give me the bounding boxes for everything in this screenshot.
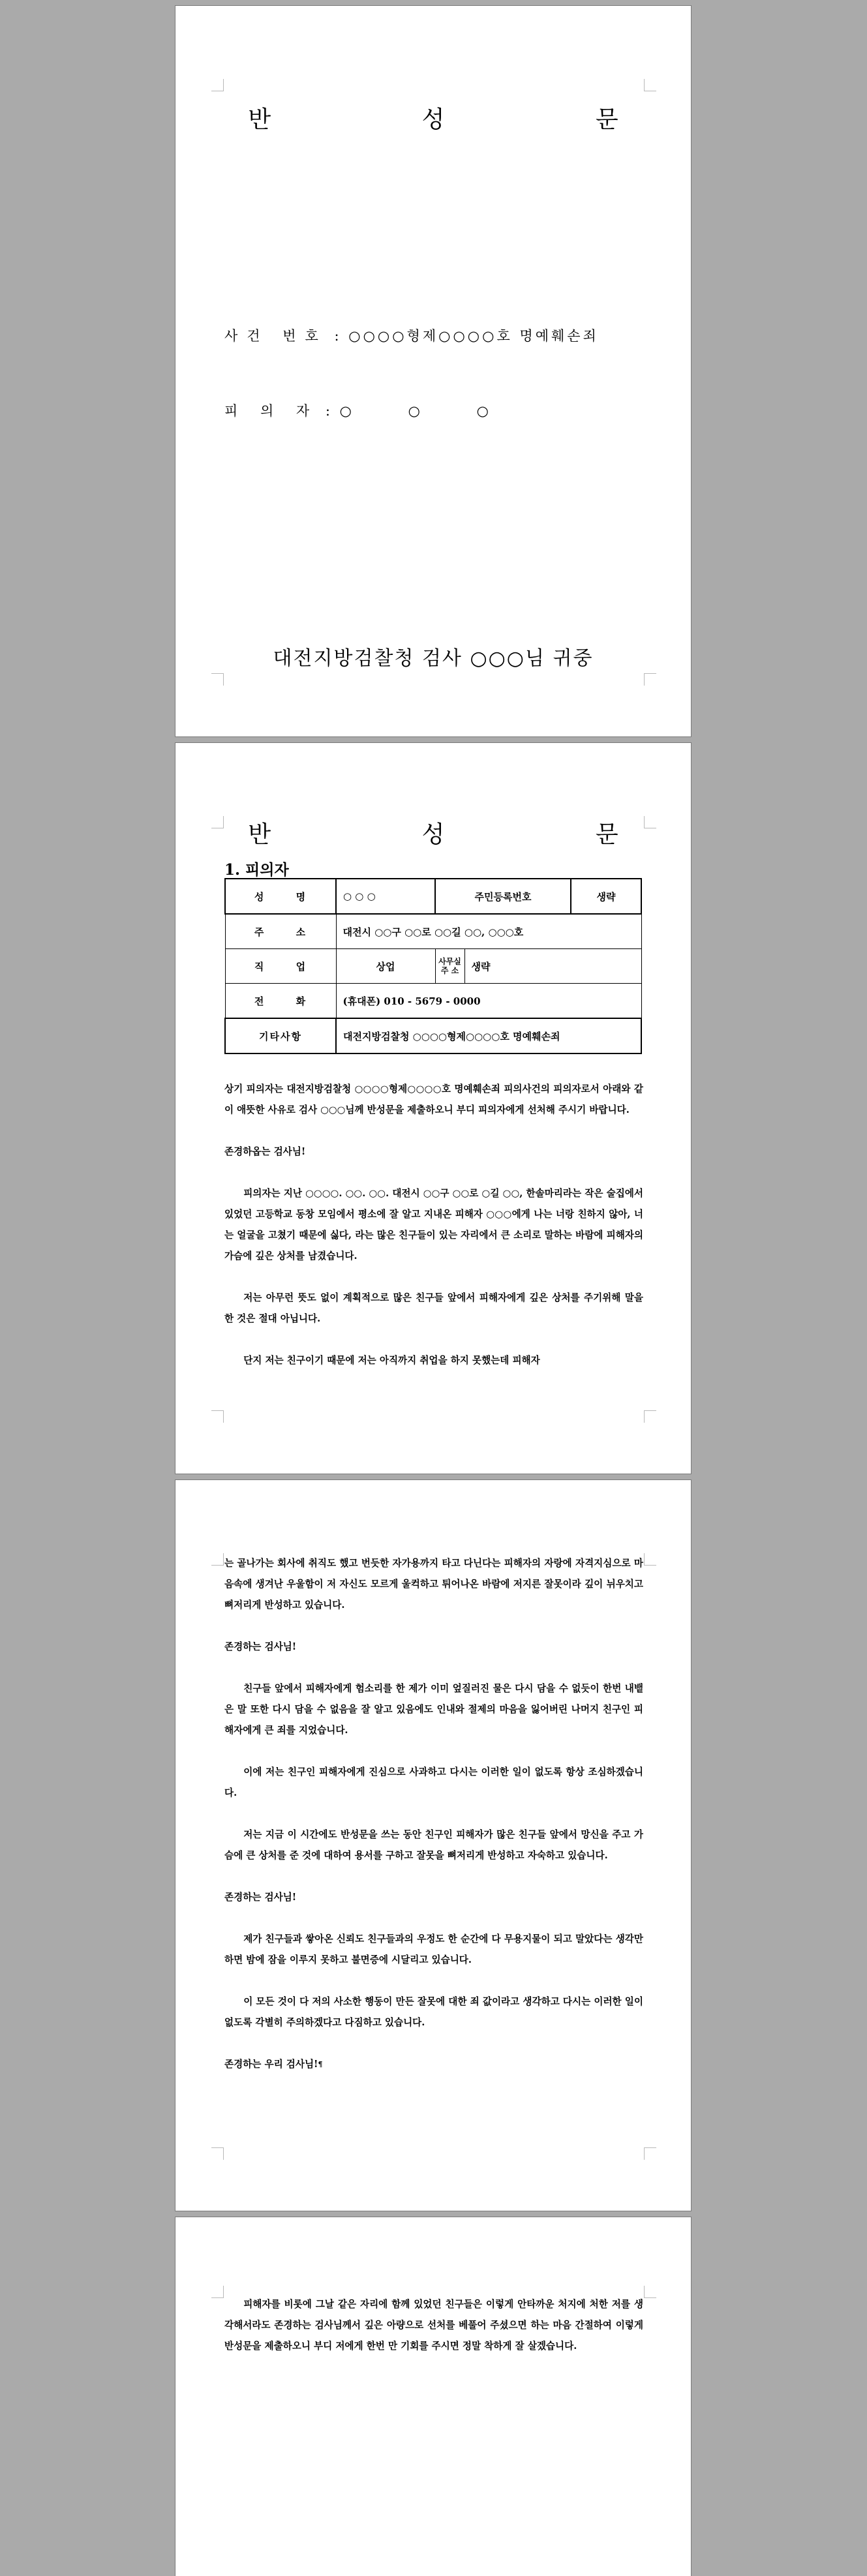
body-text (224, 1553, 643, 2096)
paragraph: 이 모든 것이 다 저의 사소한 행동이 만든 잘못에 대한 죄 값이라고 생각하고 다시는 이러한 일이 없도록 각별히 주의하겠다고 다짐하고 있습니다. (224, 1996, 643, 2028)
paragraph: 피의자는 지난 ○○○○. ○○. ○○. 대전시 ○○구 ○○로 ○길 ○○, 한솔마리라는 작은 술집에서 있었던 고등학교 동창 모임에서 평소에 잘 알고 지내온 피해자 ○○○에게 나는 너랑 친하지 않아, 너는 얼굴을 고쳤기 때문에 싫다, 라는 많은 친구들이 있는 자리에서 큰 소리로 말하는 바람에 피해자의 가슴에 깊은 상처를 남겼습니다. (224, 1188, 643, 1262)
salutation: 존경하는 검사님! (224, 1892, 297, 1903)
paragraph: 는 골나가는 회사에 취직도 했고 번듯한 자가용까지 타고 다닌다는 피해자의 자랑에 자격지심으로 마음속에 생겨난 우울함이 저 자신도 모르게 울컥하고 튀어나온 바람에 저지른 잘못이라 깊이 뉘우치고 뼈저리게 반성하고 있습니다. (224, 1558, 643, 1611)
rrn-label: 주민등록번호 (435, 879, 571, 914)
address-value: 대전시 ○○구 ○○로 ○○길 ○○, ○○○호 (336, 914, 641, 949)
table-row (225, 1018, 641, 1053)
etc-label: 기타사항 (225, 1018, 336, 1053)
crop-mark (644, 1553, 656, 1566)
job-value: 상업 (336, 949, 435, 984)
table-row (225, 949, 641, 984)
salutation: 존경하옵는 검사님! (224, 1146, 306, 1157)
address-label: 주 소 (225, 914, 336, 949)
document-title: 반 성 문 (248, 821, 690, 848)
phone-value: (휴대폰) 010 - 5679 - 0000 (336, 984, 641, 1019)
workplace-label: 사무실 주 소 (435, 949, 464, 984)
paragraph: 피해자를 비롯에 그날 같은 자리에 함께 있었던 친구들은 이렇게 안타까운 처지에 처한 저를 생각해서라도 존경하는 검사님께서 깊은 아량으로 선처를 베풀어 주셨으면 하는 마음 간절하여 이렇게 반성문을 제출하오니 부디 저에게 한번 만 기회를 주시면 정말 착하게 잘 살겠습니다. (224, 2299, 643, 2352)
workplace-value: 생략 (464, 949, 641, 984)
table-row (225, 984, 641, 1019)
paragraph: 저는 아무런 뜻도 없이 계획적으로 많은 친구들 앞에서 피해자에게 깊은 상처를 주기위해 말을 한 것은 절대 아닙니다. (224, 1292, 643, 1324)
crop-mark (211, 673, 224, 686)
addressee-line: 대전지방검찰청 검사 ○○○님 귀중 (273, 647, 594, 670)
suspect-line: 피 의 자 : ○ ○ ○ (224, 401, 515, 420)
crop-mark (211, 2286, 224, 2298)
salutation (224, 2054, 643, 2075)
suspect-value: ○ ○ ○ (339, 403, 515, 419)
crop-mark (211, 79, 224, 91)
phone-label: 전 화 (225, 984, 336, 1019)
document-page-2 (175, 742, 692, 1474)
case-number-value: ○○○○형제○○○○호 명예훼손죄 (348, 328, 599, 344)
document-page-3 (175, 1479, 692, 2211)
name-label: 성 명 (225, 879, 336, 914)
paragraph: 이에 저는 친구인 피해자에게 진심으로 사과하고 다시는 이러한 일이 없도록 항상 조심하겠습니다. (224, 1766, 643, 1798)
table-row (225, 879, 641, 914)
document-title: 반 성 문 (248, 106, 690, 133)
rrn-value: 생략 (571, 879, 641, 914)
salutation: 존경하는 검사님! (224, 1641, 297, 1652)
paragraph: 친구들 앞에서 피해자에게 험소리를 한 제가 이미 엎질러진 물은 다시 담을 수 없듯이 한번 내뱉은 말 또한 다시 담을 수 없음을 잘 알고 있음에도 인내와 절제의 마음을 잃어버린 나머지 친구인 피해자에게 큰 죄를 지었습니다. (224, 1683, 643, 1736)
document-page-1 (175, 5, 692, 737)
paragraph-mark-icon: ¶ (318, 2060, 323, 2068)
crop-mark (644, 79, 656, 91)
crop-mark (644, 2286, 656, 2298)
crop-mark (211, 2147, 224, 2160)
section-heading: 1. 피의자 (224, 861, 289, 879)
paragraph: 상기 피의자는 대전지방검찰청 ○○○○형제○○○○호 명예훼손죄 피의사건의 피의자로서 아래와 같이 애뜻한 사유로 검사 ○○○님께 반성문을 제출하오니 부디 피의자에게 선처해 주시기 바랍니다. (224, 1083, 643, 1115)
suspect-label: 피 의 자 (224, 403, 319, 419)
salutation-text: 존경하는 우리 검사님! (224, 2059, 318, 2070)
paragraph: 저는 지금 이 시간에도 반성문을 쓰는 동안 친구인 피해자가 많은 친구들 앞에서 망신을 주고 가슴에 큰 상처를 준 것에 대하여 용서를 구하고 잘못을 뼈저리게 반성하고 자숙하고 있습니다. (224, 1829, 643, 1861)
crop-mark (644, 2147, 656, 2160)
crop-mark (211, 1553, 224, 1566)
crop-mark (644, 1410, 656, 1423)
etc-value: 대전지방검찰청 ○○○○형제○○○○호 명예훼손죄 (336, 1018, 641, 1053)
job-label: 직 업 (225, 949, 336, 984)
crop-mark (644, 673, 656, 686)
suspect-info-table (224, 878, 642, 1054)
document-page-4 (175, 2217, 692, 2576)
table-row (225, 914, 641, 949)
body-text (224, 2294, 643, 2378)
crop-mark (211, 1410, 224, 1423)
body-text (224, 1079, 643, 1392)
case-number-line: 사건 번호 : ○○○○형제○○○○호 명예훼손죄 (224, 326, 599, 345)
paragraph: 단지 저는 친구이기 때문에 저는 아직까지 취업을 하지 못했는데 피해자 (243, 1355, 540, 1366)
paragraph: 제가 친구들과 쌓아온 신뢰도 친구들과의 우정도 한 순간에 다 무용지물이 되고 말았다는 생각만 하면 밤에 잠을 이루지 못하고 불면증에 시달리고 있습니다. (224, 1933, 643, 1965)
case-number-label: 사건 번호 (224, 328, 327, 344)
name-value: ○ ○ ○ (336, 879, 435, 914)
